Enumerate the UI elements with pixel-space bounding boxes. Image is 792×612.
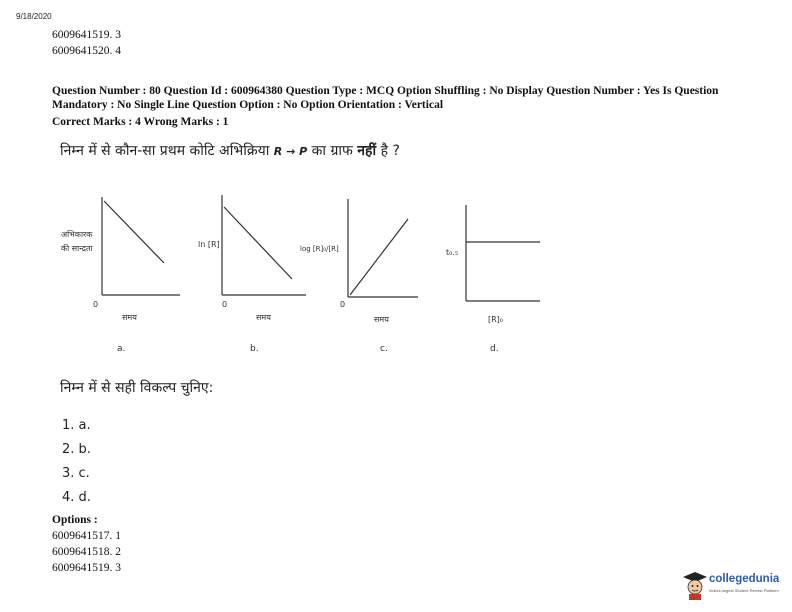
graph-b-label: b.: [250, 344, 259, 354]
graph-c: [300, 199, 418, 354]
graph-a-ylabel-1: अभिकारक: [61, 230, 93, 239]
graph-a-label: a.: [117, 344, 126, 354]
question-text-post: है ?: [380, 143, 400, 159]
collegedunia-logo: [682, 570, 782, 602]
question-meta-line1: Question Number : 80 Question Id : 600964380 Question Type : MCQ Option Shuffling : No Display Question Number : Yes Is Question: [52, 85, 719, 97]
logo-tagline: India's largest Student Review Platform: [709, 588, 779, 593]
graph-c-xlabel: समय: [374, 315, 389, 324]
graduate-mascot-icon: [682, 570, 708, 600]
graph-c-label: c.: [380, 344, 388, 354]
graph-a: [61, 197, 180, 354]
graph-c-origin: 0: [340, 300, 346, 309]
question-text-bold: नहीं: [357, 143, 377, 159]
graph-a-ylabel-2: की सान्द्रता: [61, 244, 93, 253]
graph-d-ylabel: t₀.₅: [446, 248, 459, 257]
graph-d-label: d.: [490, 344, 499, 354]
reaction: R → P: [273, 145, 308, 158]
graph-b: [198, 195, 306, 354]
options-heading: Options :: [52, 514, 98, 526]
option-1: 6009641517. 1: [52, 530, 121, 542]
question-text-pre: निम्न में से कौन-सा प्रथम कोटि अभिक्रिया: [60, 143, 270, 159]
instruction-text: निम्न में से सही विकल्प चुनिए:: [60, 380, 214, 396]
graph-b-line: [224, 207, 292, 279]
choice-a: 1. a.: [62, 418, 91, 433]
choice-b: 2. b.: [62, 442, 91, 457]
question-text-mid: का ग्राफ: [311, 143, 353, 159]
print-date: 9/18/2020: [16, 12, 52, 21]
choice-c: 3. c.: [62, 466, 90, 481]
prev-option-1: 6009641519. 3: [52, 29, 121, 41]
graphs-figure: [0, 185, 792, 360]
question-marks: Correct Marks : 4 Wrong Marks : 1: [52, 116, 229, 128]
option-3: 6009641519. 3: [52, 562, 121, 574]
graph-b-origin: 0: [222, 300, 228, 309]
choice-d: 4. d.: [62, 490, 91, 505]
option-2: 6009641518. 2: [52, 546, 121, 558]
graph-c-line: [350, 219, 408, 295]
graph-a-xlabel: समय: [122, 313, 137, 322]
question-meta-line2: Mandatory : No Single Line Question Option : No Option Orientation : Vertical: [52, 99, 444, 111]
graph-a-line: [104, 201, 164, 263]
logo-name: collegedunia: [709, 573, 780, 585]
graph-a-origin: 0: [93, 300, 99, 309]
graph-d-xlabel: [R]₀: [488, 315, 504, 324]
graph-d: [446, 205, 540, 354]
prev-option-2: 6009641520. 4: [52, 45, 121, 57]
question-text: [60, 141, 400, 160]
graph-b-ylabel: ln [R]: [198, 240, 220, 249]
graph-b-xlabel: समय: [256, 313, 271, 322]
graph-c-ylabel: log [R]₀/[R]: [300, 245, 339, 253]
